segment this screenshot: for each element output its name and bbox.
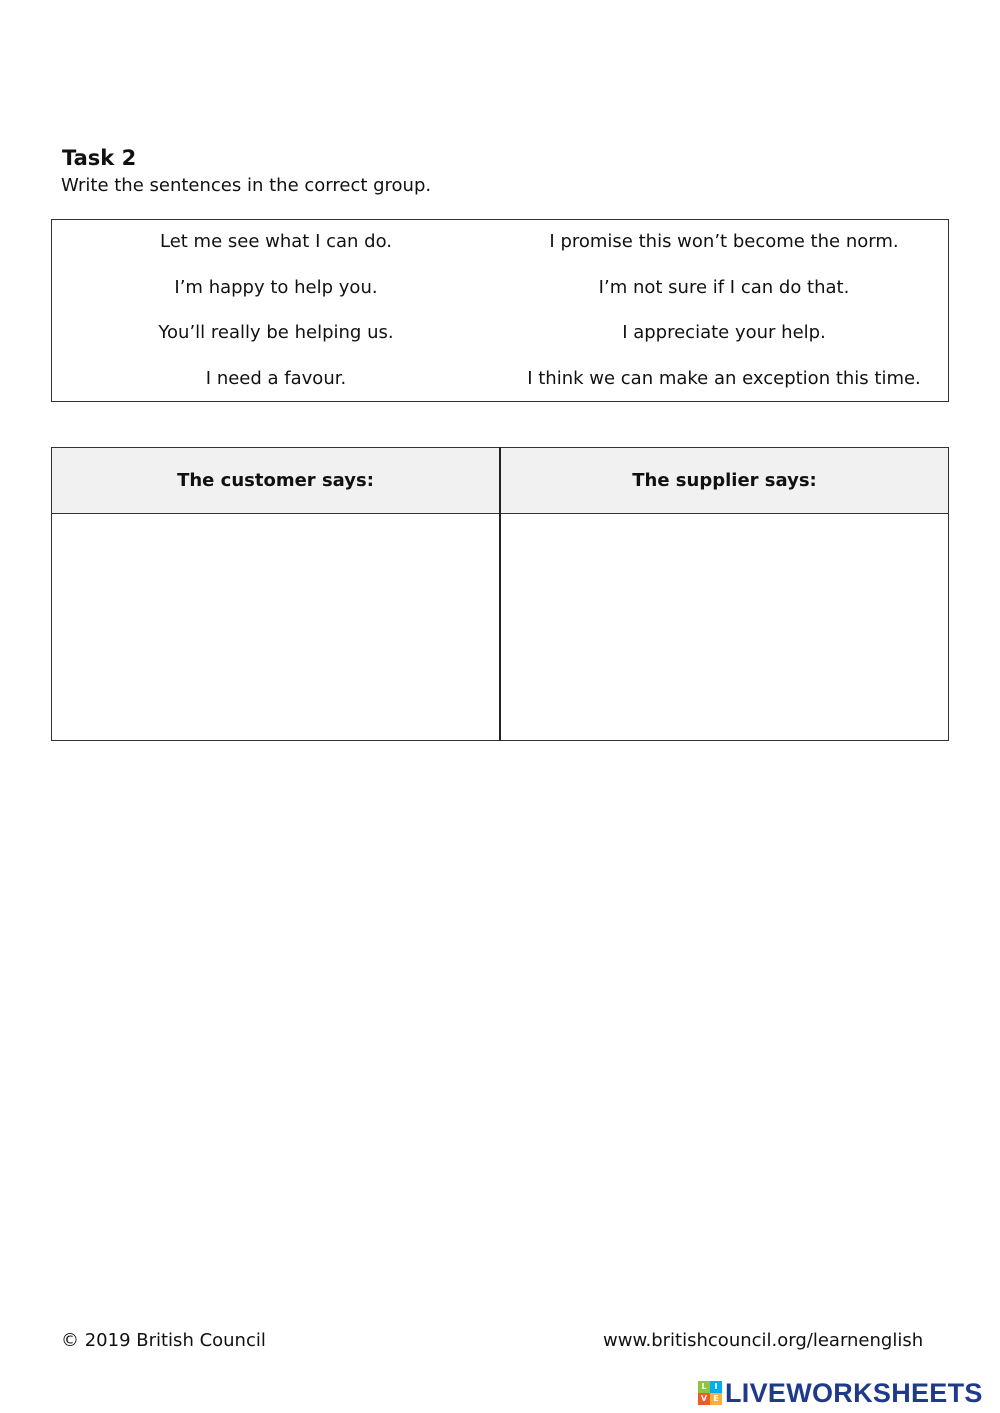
answer-table-header-row bbox=[52, 448, 949, 514]
task-title: Task 2 bbox=[62, 146, 137, 170]
customer-drop-zone[interactable] bbox=[52, 514, 501, 741]
word-bank-phrase[interactable]: I think we can make an exception this time. bbox=[527, 368, 921, 389]
logo-letter: E bbox=[710, 1393, 722, 1405]
word-bank-phrase[interactable]: I promise this won’t become the norm. bbox=[549, 231, 899, 252]
liveworksheets-logo bbox=[698, 1376, 983, 1410]
word-bank-phrase[interactable]: Let me see what I can do. bbox=[159, 231, 392, 252]
liveworksheets-logo-icon bbox=[698, 1381, 722, 1405]
logo-letter: V bbox=[698, 1393, 710, 1405]
supplier-column-header: The supplier says: bbox=[500, 448, 949, 514]
supplier-drop-zone[interactable] bbox=[500, 514, 949, 741]
footer-url[interactable]: www.britishcouncil.org/learnenglish bbox=[603, 1330, 924, 1351]
logo-letter: I bbox=[710, 1381, 722, 1393]
word-bank-phrase[interactable]: I’m not sure if I can do that. bbox=[598, 277, 850, 298]
word-bank-phrase[interactable]: I’m happy to help you. bbox=[174, 277, 378, 298]
copyright-text: © 2019 British Council bbox=[61, 1330, 266, 1351]
liveworksheets-wordmark: LIVEWORKSHEETS bbox=[725, 1377, 983, 1408]
task-instruction: Write the sentences in the correct group. bbox=[61, 175, 432, 196]
answer-table-drop-row bbox=[52, 514, 949, 741]
logo-letter: L bbox=[698, 1381, 710, 1393]
word-bank-box bbox=[51, 219, 949, 402]
customer-column-header: The customer says: bbox=[52, 448, 501, 514]
word-bank-phrase[interactable]: I appreciate your help. bbox=[622, 322, 826, 343]
answer-table bbox=[51, 447, 949, 741]
word-bank-phrase[interactable]: You’ll really be helping us. bbox=[158, 322, 394, 343]
word-bank-phrase[interactable]: I need a favour. bbox=[205, 368, 347, 389]
